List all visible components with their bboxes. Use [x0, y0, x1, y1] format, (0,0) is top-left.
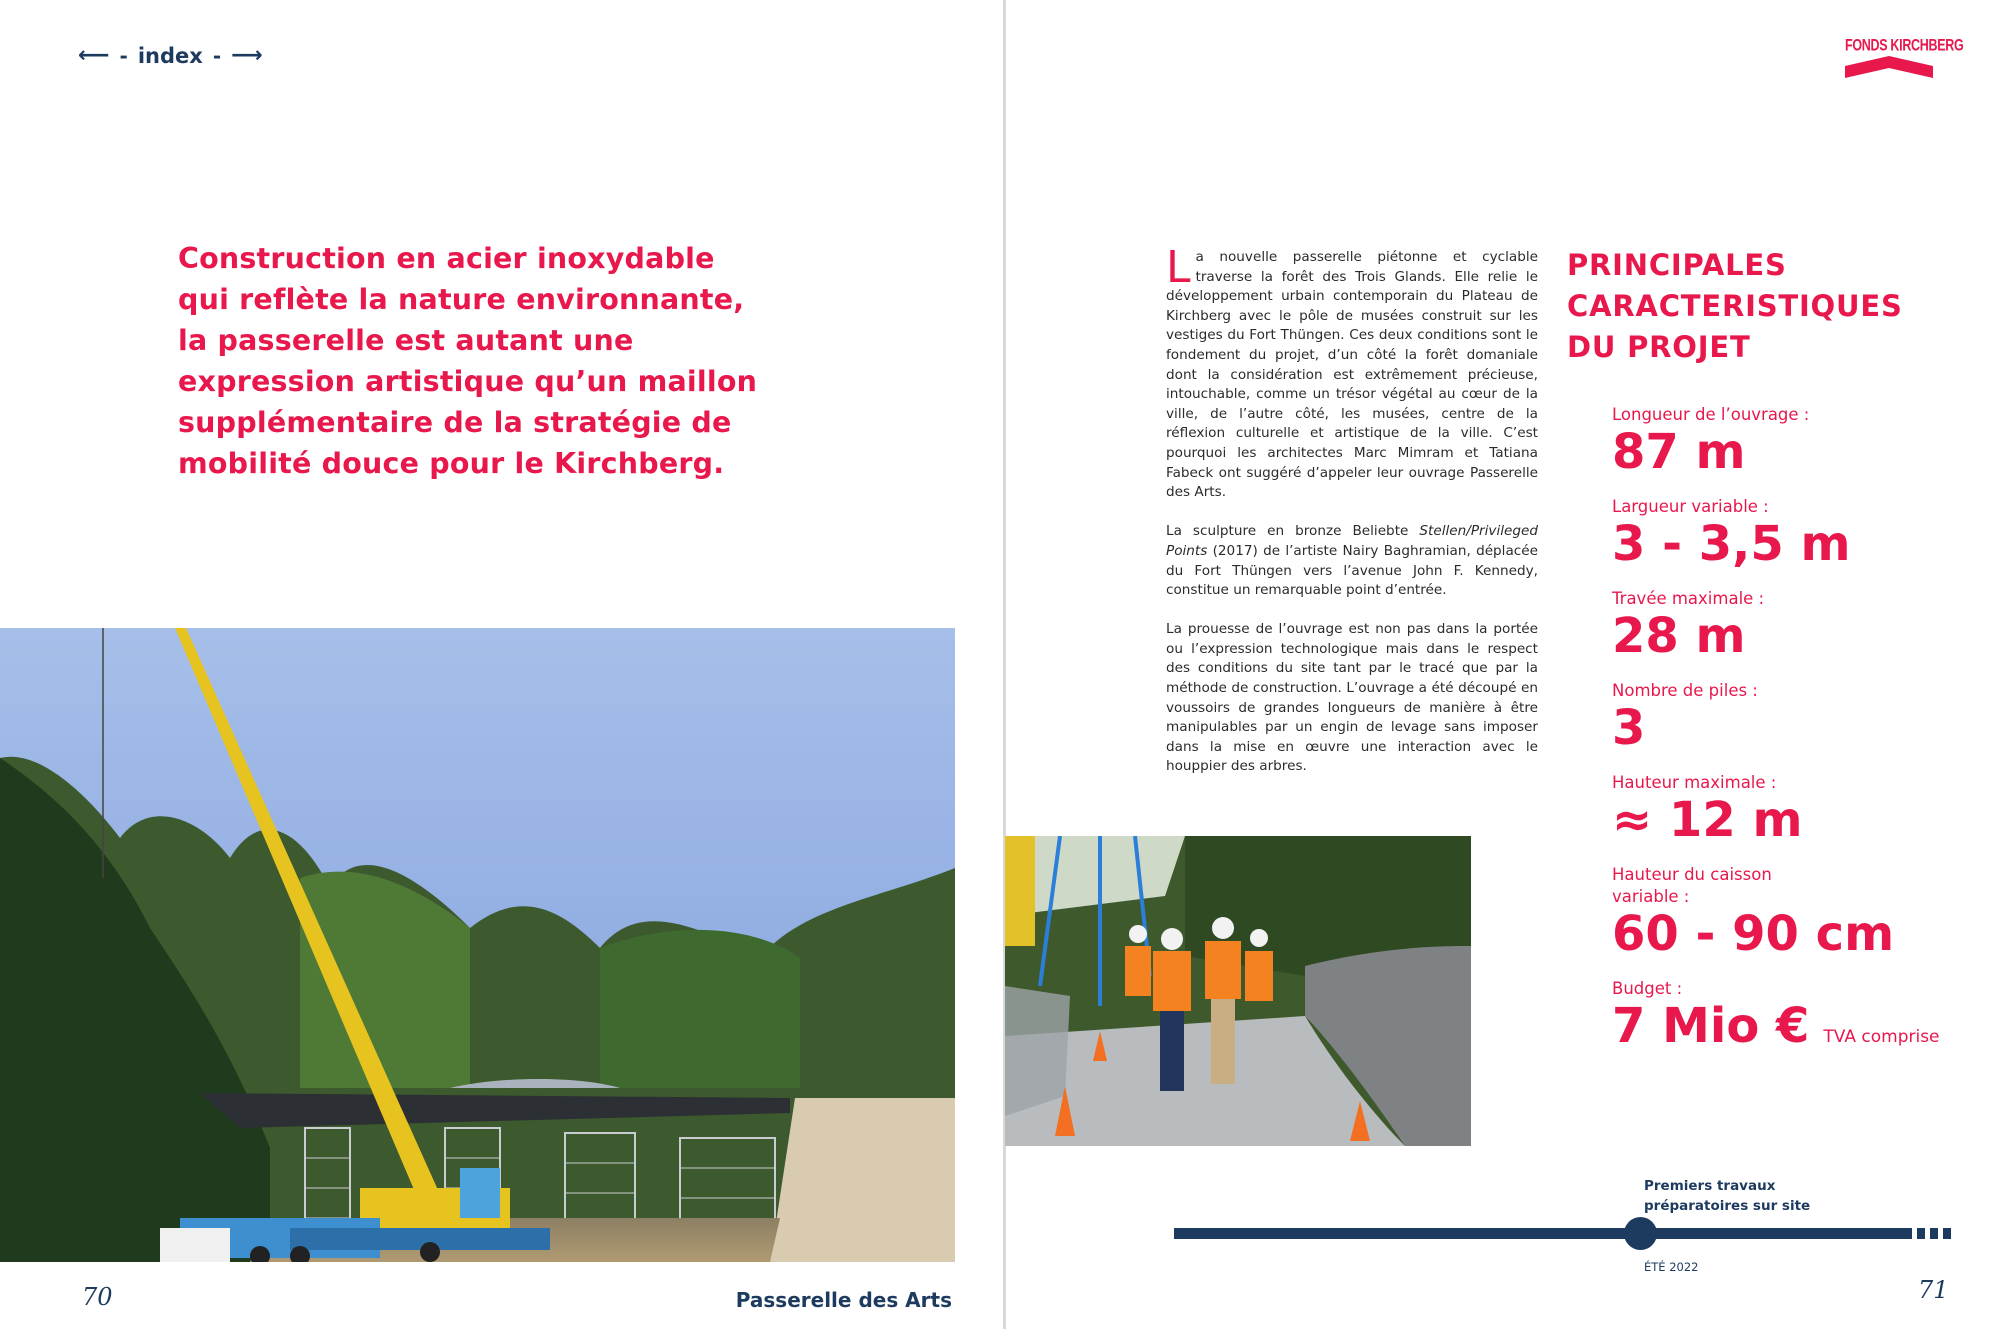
timeline-continuation-dash [1930, 1228, 1938, 1239]
characteristic-label: Hauteur du caisson variable : [1612, 865, 1772, 906]
paragraph-text: a nouvelle passerelle piétonne et cyclable traverse la forêt des Trois Glands. Elle relie le développement urbain contemporain du Plateau de Kirchberg avec le pôle de musées construit sur les vestiges du Fort Thüngen. Ces deux conditions sont le fondement du projet, d’un côté la forêt domaniale dont la considération est extrêmement précieuse, intouchable, comme un trésor végétal au cœur de la ville, de l’autre côté, les musées, centre de la réflexion culturelle et artistique de la ville. C’est pourquoi les architectes Marc Mimram et Tatiana Fabeck ont suggéré d’appeler leur ouvrage Passerelle des Arts. [1166, 249, 1538, 501]
running-title: Passerelle des Arts [735, 1288, 952, 1312]
characteristic-max-height [1612, 772, 1982, 846]
title-line: CARACTERISTIQUES [1567, 289, 1903, 323]
fonds-kirchberg-logo [1845, 36, 1964, 78]
logo-text: FONDS KIRCHBERG [1845, 36, 1964, 55]
logo-chevron-icon [1845, 56, 1933, 78]
arrow-left-icon[interactable]: ⟵ [78, 43, 110, 68]
paragraph [1166, 242, 1538, 503]
drop-cap: L [1166, 242, 1191, 293]
characteristic-value: 87 m [1612, 424, 1746, 480]
timeline-continuation-dash [1943, 1228, 1951, 1239]
characteristic-max-span [1612, 588, 1982, 662]
timeline-continuation-dash [1917, 1228, 1925, 1239]
page-number: 70 [82, 1283, 113, 1311]
paragraph: La prouesse de l’ouvrage est non pas dans la portée ou l’expression technologique mais dans le respect des conditions du site tant par le tracé que par la méthode de construction. L’ouvrage a été découpé en voussoirs de grandes longueurs de manière à être manipulables par un engin de levage sans imposer dans la mise en œuvre une interaction avec le houppier des arbres. [1166, 621, 1538, 775]
paragraph [1166, 522, 1538, 600]
budget-suffix: TVA comprise [1823, 1027, 1940, 1047]
quote-line: qui reflète la nature environnante, [178, 283, 745, 316]
characteristic-label: Hauteur maximale : [1612, 773, 1777, 792]
article-body [1166, 242, 1538, 797]
quote-line: supplémentaire de la stratégie de [178, 406, 732, 439]
characteristic-value: 60 - 90 cm [1612, 906, 1895, 962]
paragraph-text: La sculpture en bronze Beliebte [1166, 523, 1420, 540]
characteristics-list [1612, 404, 1982, 1081]
quote-line: la passerelle est autant une [178, 324, 634, 357]
title-line: DU PROJET [1567, 330, 1751, 364]
site-visit-illustration [1005, 836, 1471, 1146]
characteristic-label: Travée maximale : [1612, 589, 1765, 608]
paragraph-text: (2017) de l’artiste Nairy Baghramian, déplacée du Fort Thüngen vers l’avenue John F. Kennedy, constitue un remarquable point d’entrée. [1166, 542, 1538, 599]
characteristic-label: Budget : [1612, 979, 1683, 998]
timeline-milestone-marker[interactable] [1624, 1217, 1657, 1250]
quote-line: mobilité douce pour le Kirchberg. [178, 447, 725, 480]
characteristic-value: 3 - 3,5 m [1612, 516, 1851, 572]
arrow-right-icon[interactable]: ⟶ [231, 43, 263, 68]
characteristic-value: 28 m [1612, 608, 1746, 664]
quote-line: expression artistique qu’un maillon [178, 365, 758, 398]
budget-value: 7 Mio € [1612, 998, 1810, 1054]
characteristic-value: 3 [1612, 700, 1646, 756]
artwork-title: Stellen/Privileged Points [1166, 523, 1538, 559]
milestone-caption [1644, 1176, 1810, 1216]
characteristic-label: Longueur de l’ouvrage : [1612, 405, 1810, 424]
characteristic-label: Nombre de piles : [1612, 681, 1758, 700]
index-navigation [78, 44, 263, 68]
caption-line: préparatoires sur site [1644, 1198, 1811, 1214]
characteristic-box-height [1612, 864, 1982, 960]
milestone-date: ÉTÉ 2022 [1644, 1260, 1699, 1274]
nav-separator: - [119, 44, 128, 68]
characteristic-budget [1612, 978, 1982, 1063]
construction-photo [0, 628, 955, 1262]
characteristic-piers [1612, 680, 1982, 754]
project-timeline [1174, 1176, 1954, 1276]
pull-quote [178, 238, 778, 484]
site-visit-photo [1005, 836, 1471, 1146]
index-link[interactable]: index [137, 44, 203, 68]
characteristic-label: Largueur variable : [1612, 497, 1769, 516]
crane-scene-illustration [0, 628, 955, 1262]
caption-line: Premiers travaux [1644, 1178, 1776, 1194]
page-number: 71 [1918, 1276, 1949, 1304]
timeline-bar [1174, 1228, 1912, 1239]
characteristics-title [1567, 245, 1903, 368]
quote-line: Construction en acier inoxydable [178, 242, 715, 275]
nav-separator: - [212, 44, 222, 68]
title-line: PRINCIPALES [1567, 248, 1787, 282]
characteristic-value [1612, 1000, 1982, 1063]
characteristic-length [1612, 404, 1982, 478]
characteristic-value: ≈ 12 m [1612, 792, 1803, 848]
characteristic-width [1612, 496, 1982, 570]
